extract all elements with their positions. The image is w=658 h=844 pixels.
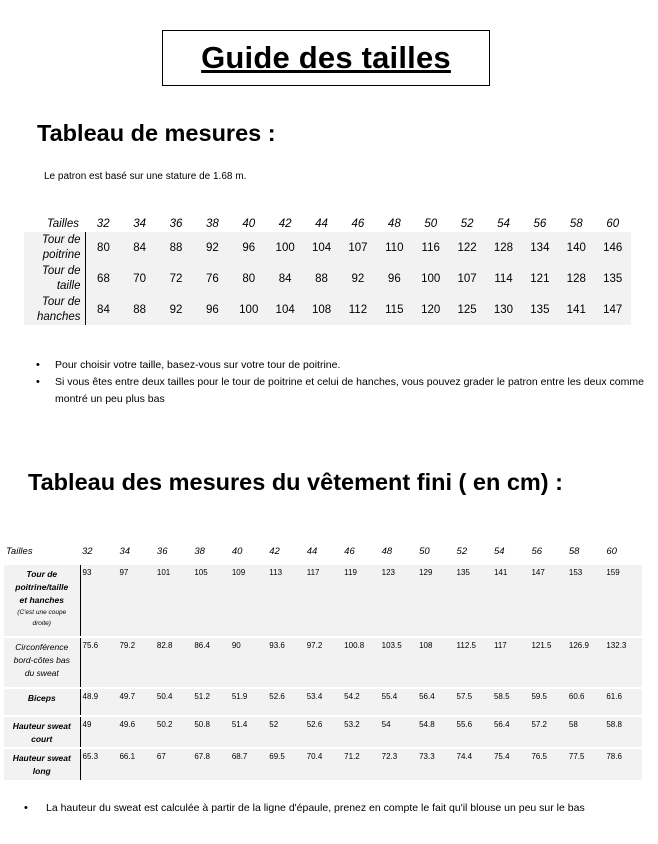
measure-cell: 122 — [449, 232, 485, 263]
table-row — [4, 688, 642, 716]
measure-cell: 67 — [155, 748, 192, 780]
measure-cell: 108 — [417, 637, 454, 688]
table-corner-label: Tailles — [46, 217, 79, 230]
measure-cell: 86.4 — [192, 637, 229, 688]
measure-cell: 119 — [342, 565, 379, 637]
size-advice-list — [36, 357, 651, 408]
row-label — [4, 716, 80, 748]
row-label-line: long — [32, 766, 51, 776]
measure-cell: 54.8 — [417, 716, 454, 748]
measure-cell: 67.8 — [192, 748, 229, 780]
measure-cell: 76.5 — [529, 748, 566, 780]
size-header: 50 — [419, 546, 430, 557]
size-header: 46 — [351, 218, 365, 230]
row-label-line: court — [31, 734, 53, 744]
measure-cell: 117 — [305, 565, 342, 637]
measure-cell: 153 — [567, 565, 604, 637]
measure-cell: 61.6 — [604, 688, 642, 716]
measure-cell: 58.5 — [492, 688, 529, 716]
measure-cell: 117 — [492, 637, 529, 688]
row-label-line: Tour de — [41, 295, 81, 308]
measure-cell: 78.6 — [604, 748, 642, 780]
measure-cell: 146 — [594, 232, 631, 263]
measure-cell: 107 — [340, 232, 376, 263]
measure-cell: 50.8 — [192, 716, 229, 748]
measure-cell: 54 — [380, 716, 417, 748]
measure-cell: 53.4 — [305, 688, 342, 716]
row-label-line: Hauteur sweat — [12, 753, 71, 763]
measure-cell: 107 — [449, 263, 485, 294]
measure-cell: 121 — [522, 263, 558, 294]
measure-cell: 128 — [485, 232, 521, 263]
size-header: 56 — [531, 546, 543, 557]
row-label — [4, 688, 80, 716]
measure-cell: 84 — [267, 263, 303, 294]
size-header: 40 — [231, 546, 243, 557]
table-header-row — [24, 216, 631, 232]
measure-cell: 141 — [492, 565, 529, 637]
measure-cell: 147 — [529, 565, 566, 637]
measure-cell: 51.4 — [230, 716, 267, 748]
size-header: 38 — [194, 546, 205, 557]
measure-cell: 51.9 — [230, 688, 267, 716]
table-row — [4, 565, 642, 637]
measure-cell: 114 — [485, 263, 521, 294]
measure-cell: 72 — [158, 263, 194, 294]
measure-cell: 110 — [376, 232, 412, 263]
row-label-line: Tour de — [41, 233, 81, 246]
measure-cell: 88 — [121, 294, 157, 325]
measure-cell: 100 — [267, 232, 303, 263]
measure-cell: 100 — [231, 294, 267, 325]
measure-cell: 135 — [522, 294, 558, 325]
table-row — [24, 232, 631, 263]
measure-cell: 49.7 — [117, 688, 154, 716]
measure-cell: 92 — [340, 263, 376, 294]
measure-cell: 79.2 — [117, 637, 154, 688]
size-header: 52 — [456, 546, 468, 557]
size-header: 46 — [344, 546, 355, 557]
row-label — [4, 565, 80, 637]
size-header: 42 — [269, 546, 280, 557]
row-label-line: Tour de — [41, 264, 81, 277]
measure-cell: 50.4 — [155, 688, 192, 716]
measure-cell: 53.2 — [342, 716, 379, 748]
list-item: • La hauteur du sweat est calculée à partir de la ligne d'épaule, prenez en compte le fait qu'il blouse un peu sur le bas — [24, 800, 634, 817]
measure-cell: 109 — [230, 565, 267, 637]
measure-cell: 147 — [594, 294, 631, 325]
table-row — [4, 637, 642, 688]
measure-cell: 112 — [340, 294, 376, 325]
measure-cell: 70.4 — [305, 748, 342, 780]
measure-cell: 130 — [485, 294, 521, 325]
measure-cell: 97.2 — [305, 637, 342, 688]
measure-cell: 121.5 — [529, 637, 566, 688]
size-header: 48 — [387, 218, 401, 230]
measure-cell: 55.4 — [380, 688, 417, 716]
measure-cell: 93.6 — [267, 637, 304, 688]
size-header: 34 — [119, 546, 131, 557]
stature-note: Le patron est basé sur une stature de 1.68 m. — [44, 171, 247, 182]
measure-cell: 74.4 — [455, 748, 492, 780]
measure-cell: 80 — [231, 263, 267, 294]
size-header: 60 — [606, 546, 617, 557]
measure-cell: 96 — [376, 263, 412, 294]
measure-cell: 140 — [558, 232, 594, 263]
row-label-line: Tour de — [26, 569, 58, 579]
row-label-note: (C'est une coupe — [17, 609, 67, 616]
measure-cell: 128 — [558, 263, 594, 294]
size-header: 58 — [568, 546, 580, 557]
measure-cell: 49 — [80, 716, 117, 748]
measure-cell: 96 — [231, 232, 267, 263]
measure-cell: 70 — [121, 263, 157, 294]
measure-cell: 125 — [449, 294, 485, 325]
measure-cell: 48.9 — [80, 688, 117, 716]
measure-cell: 69.5 — [267, 748, 304, 780]
measure-cell: 68 — [85, 263, 121, 294]
list-item: • Pour choisir votre taille, basez-vous sur votre tour de poitrine. — [36, 357, 651, 374]
measure-cell: 77.5 — [567, 748, 604, 780]
measure-cell: 141 — [558, 294, 594, 325]
measure-cell: 50.2 — [155, 716, 192, 748]
measure-cell: 80 — [85, 232, 121, 263]
measure-cell: 54.2 — [342, 688, 379, 716]
title-box — [162, 30, 490, 86]
size-header: 32 — [82, 546, 93, 557]
measure-cell: 90 — [230, 637, 267, 688]
measure-cell: 105 — [192, 565, 229, 637]
body-measurements-table — [24, 216, 631, 325]
row-label-line: du sweat — [24, 668, 59, 678]
size-header: 44 — [306, 546, 318, 557]
measure-cell: 60.6 — [567, 688, 604, 716]
measure-cell: 84 — [85, 294, 121, 325]
table-row — [24, 294, 631, 325]
measure-cell: 92 — [158, 294, 194, 325]
finished-garment-table — [4, 538, 642, 780]
measure-cell: 76 — [194, 263, 230, 294]
size-header: 36 — [156, 546, 168, 557]
section-heading-fini: Tableau des mesures du vêtement fini ( en cm) : — [28, 469, 563, 495]
table-row — [4, 716, 642, 748]
measure-cell: 108 — [303, 294, 339, 325]
measure-cell: 75.6 — [80, 637, 117, 688]
row-label — [24, 294, 85, 325]
measure-cell: 103.5 — [380, 637, 417, 688]
measure-cell: 123 — [380, 565, 417, 637]
measure-cell: 66.1 — [117, 748, 154, 780]
measure-cell: 135 — [594, 263, 631, 294]
row-label-note: droite) — [32, 620, 51, 627]
measure-cell: 52 — [267, 716, 304, 748]
measure-cell: 82.8 — [155, 637, 192, 688]
measure-cell: 104 — [267, 294, 303, 325]
measure-cell: 51.2 — [192, 688, 229, 716]
row-label-line: poitrine — [42, 248, 81, 261]
table-corner-label: Tailles — [6, 546, 33, 557]
size-header: 52 — [460, 218, 474, 230]
size-header: 50 — [424, 218, 438, 230]
row-label — [4, 748, 80, 780]
measure-cell: 68.7 — [230, 748, 267, 780]
section-heading-mesures: Tableau de mesures : — [37, 120, 276, 146]
size-header: 44 — [315, 218, 328, 230]
table-row — [4, 748, 642, 780]
measure-cell: 132.3 — [604, 637, 642, 688]
table-row — [24, 263, 631, 294]
row-label-line: et hanches — [19, 595, 64, 605]
measure-cell: 58.8 — [604, 716, 642, 748]
measure-cell: 97 — [117, 565, 154, 637]
measure-cell: 56.4 — [417, 688, 454, 716]
size-header: 60 — [606, 218, 620, 230]
row-label — [4, 637, 80, 688]
measure-cell: 126.9 — [567, 637, 604, 688]
measure-cell: 100.8 — [342, 637, 379, 688]
measure-cell: 71.2 — [342, 748, 379, 780]
measure-cell: 104 — [303, 232, 339, 263]
measure-cell: 96 — [194, 294, 230, 325]
measure-cell: 52.6 — [305, 716, 342, 748]
measure-cell: 58 — [567, 716, 604, 748]
row-label-line: poitrine/taille — [15, 582, 69, 592]
measure-cell: 101 — [155, 565, 192, 637]
row-label-line: taille — [56, 279, 81, 292]
measure-cell: 52.6 — [267, 688, 304, 716]
row-label-line: hanches — [37, 310, 81, 323]
measure-cell: 88 — [303, 263, 339, 294]
measure-cell: 134 — [522, 232, 558, 263]
measure-cell: 59.5 — [529, 688, 566, 716]
row-label-line: Biceps — [27, 693, 56, 703]
measure-cell: 135 — [455, 565, 492, 637]
table-header-row — [4, 538, 642, 565]
measure-cell: 75.4 — [492, 748, 529, 780]
size-header: 42 — [278, 218, 292, 230]
list-item: • Si vous êtes entre deux tailles pour le tour de poitrine et celui de hanches, vous pouvez grader le patron entre les deux comme montré un peu plus bas — [36, 374, 651, 408]
measure-cell: 116 — [413, 232, 449, 263]
row-label-line: Circonférence — [15, 642, 69, 652]
measure-cell: 159 — [604, 565, 642, 637]
size-header: 58 — [569, 218, 583, 230]
measure-cell: 65.3 — [80, 748, 117, 780]
measure-cell: 49.6 — [117, 716, 154, 748]
garment-note-list — [24, 800, 634, 817]
size-header: 32 — [96, 218, 110, 230]
measure-cell: 113 — [267, 565, 304, 637]
measure-cell: 55.6 — [455, 716, 492, 748]
measure-cell: 115 — [376, 294, 412, 325]
measure-cell: 112.5 — [455, 637, 492, 688]
row-label-line: bord-côtes bas — [13, 655, 70, 665]
measure-cell: 72.3 — [380, 748, 417, 780]
size-header: 56 — [533, 218, 547, 230]
measure-cell: 120 — [413, 294, 449, 325]
measure-cell: 57.5 — [455, 688, 492, 716]
measure-cell: 92 — [194, 232, 230, 263]
size-header: 34 — [133, 218, 146, 230]
measure-cell: 100 — [413, 263, 449, 294]
row-label — [24, 232, 85, 263]
size-header: 54 — [497, 218, 510, 230]
page-title: Guide des tailles — [201, 40, 451, 75]
size-header: 54 — [493, 546, 505, 557]
size-header: 40 — [242, 218, 256, 230]
measure-cell: 57.2 — [529, 716, 566, 748]
row-label — [24, 263, 85, 294]
measure-cell: 73.3 — [417, 748, 454, 780]
row-label-line: Hauteur sweat — [12, 721, 71, 731]
size-header: 48 — [381, 546, 393, 557]
measure-cell: 129 — [417, 565, 454, 637]
size-header: 36 — [169, 218, 183, 230]
size-header: 38 — [205, 218, 219, 230]
measure-cell: 84 — [121, 232, 157, 263]
measure-cell: 56.4 — [492, 716, 529, 748]
measure-cell: 88 — [158, 232, 194, 263]
measure-cell: 93 — [80, 565, 117, 637]
